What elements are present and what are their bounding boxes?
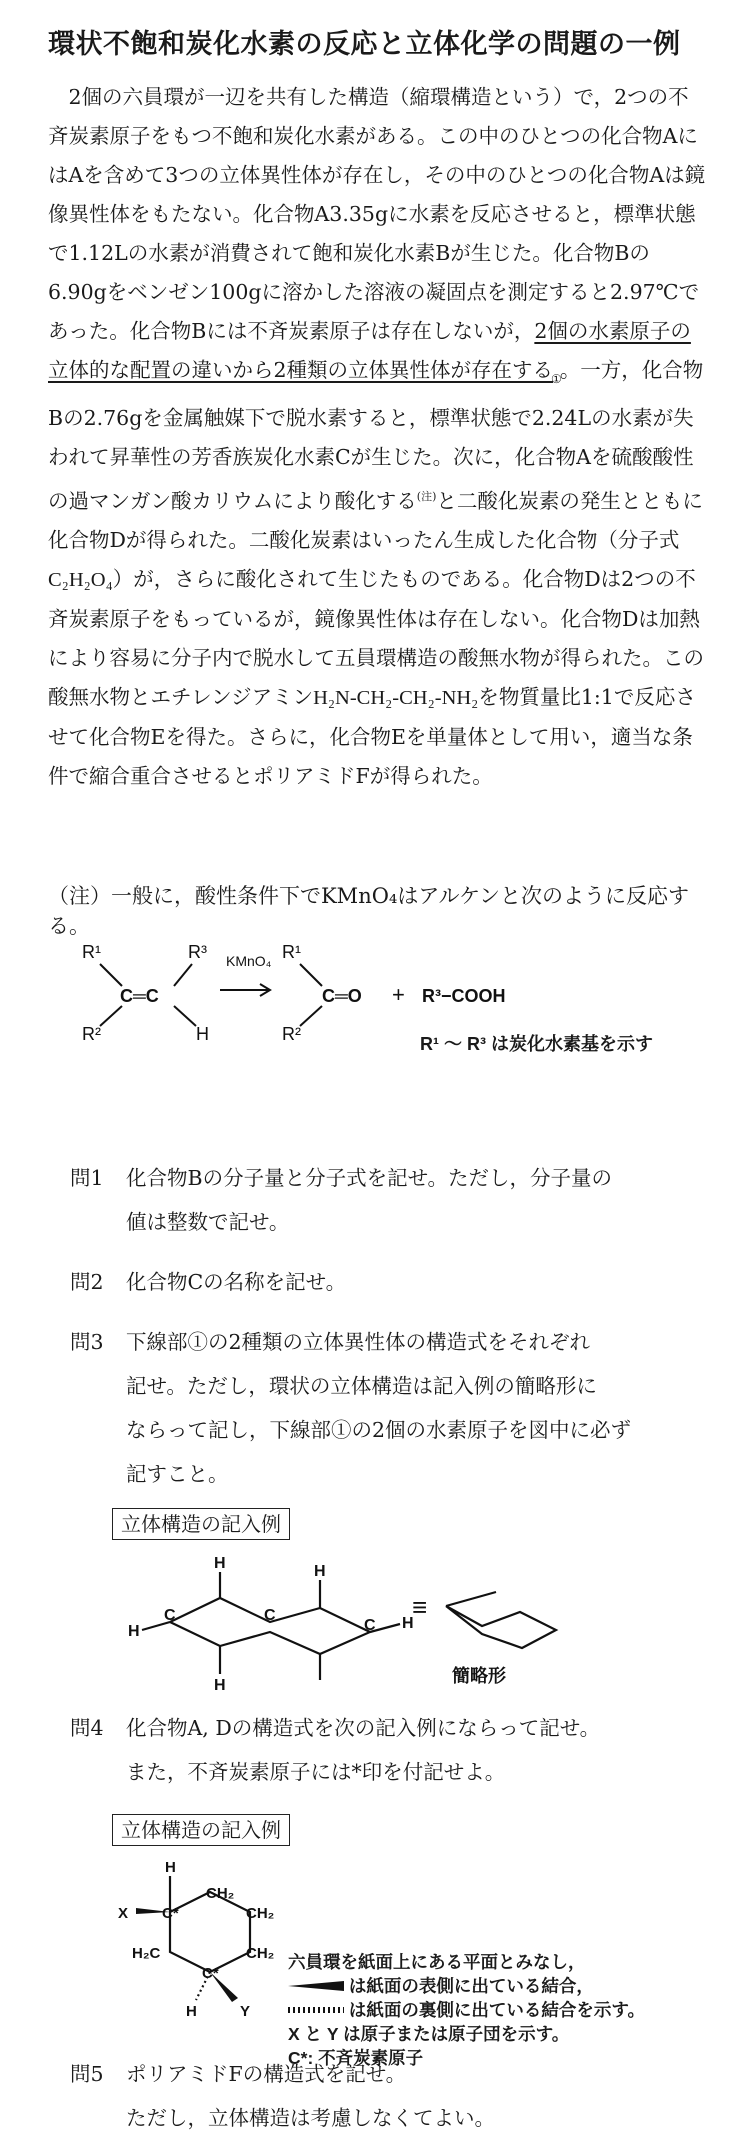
atom-c: C <box>164 1607 176 1624</box>
question-number: 問2 <box>70 1270 104 1294</box>
passage-part-1: 2個の六員環が一辺を共有した構造（縮環構造という）で，2つの不斉炭素原子をもつ不飽和炭化水素がある。この中のひとつの化合物AにはAを含めて3つの立体異性体が存在し，その中のひとつの化合物Aは鏡像異性体をもたない。化合物A3.35gに水素を反応させると，標準状態で1.12Lの水素が消費されて飽和炭化水素Bが生じた。化合物Bの6.90gをベンゼン100gに溶かした溶液の凝固点を測定すると2.97℃であった。化合物Bには不斉炭素原子は存在しないが， <box>48 85 706 343</box>
simplified-chair-bond <box>446 1592 496 1606</box>
plus-sign: + <box>392 982 405 1007</box>
question-text-continued: 値は整数で記せ。 <box>126 1210 290 1234</box>
legend-line: 六員環を紙面上にある平面とみなし， <box>288 1952 586 1972</box>
h-label: H <box>196 1024 209 1044</box>
question-number: 問4 <box>70 1716 104 1740</box>
question-text-continued: ただし，立体構造は考慮しなくてよい。 <box>126 2106 495 2130</box>
question-text-continued: 記せ。ただし，環状の立体構造は記入例の簡略形に <box>126 1374 597 1398</box>
passage-part-5: を物質量比1:1で反応させて化合物Eを得た。さらに，化合物Eを単量体として用い，適当な条件で縮合重合させるとポリアミドFが得られた。 <box>48 684 696 788</box>
page-title: 環状不飽和炭化水素の反応と立体化学の問題の一例 <box>48 29 681 60</box>
question-text: 化合物Cの名称を記せ。 <box>126 1270 347 1294</box>
r3-label: R³ <box>188 942 207 962</box>
legend-line: X と Y は原子または原子団を示す。 <box>288 2024 570 2044</box>
question-3 <box>70 1320 710 1496</box>
bond-r1-product <box>300 964 322 986</box>
formula-c2h2o4: C₂H₂O₄ <box>48 568 113 591</box>
question-5 <box>70 2052 710 2140</box>
atom-ch2: CH₂ <box>246 1905 275 1922</box>
question-4 <box>70 1706 710 1794</box>
atom-h: H <box>128 1623 140 1640</box>
atom-h: H <box>402 1615 414 1632</box>
question-text-continued: また，不斉炭素原子には*印を付記せよ。 <box>126 1760 506 1784</box>
r2-product-label: R² <box>282 1024 301 1044</box>
legend-line-hash: は紙面の裏側に出ている結合を示す。 <box>288 1998 728 2022</box>
chair-cyclohexane-example <box>110 1550 570 1690</box>
carbonyl-label: C═O <box>322 986 362 1006</box>
simplified-chair <box>446 1606 556 1648</box>
r2-label: R² <box>82 1024 101 1044</box>
bond-h <box>174 1006 196 1026</box>
bond-r2 <box>100 1006 122 1026</box>
bond-r1 <box>100 964 122 986</box>
passage-part-4: ）が，さらに酸化されて生じたものである。化合物Dは2つの不斉炭素原子をもっているが，鏡像異性体は存在しない。化合物Dは加熱により容易に分子内で脱水して五員環構造の酸無水物が得られた。この酸無水物とエチレンジアミン <box>48 566 704 709</box>
carboxylic-acid-label: R³−COOH <box>422 986 506 1006</box>
question-text: 下線部①の2種類の立体異性体の構造式をそれぞれ <box>126 1330 591 1354</box>
passage-part-2: 。一方，化合物Bの2.76gを金属触媒下で脱水素すると，標準状態で2.24Lの水素が失われて昇華性の芳香族炭化水素Cが生じた。次に，化合物Aを硫酸酸性の過マンガン酸カリウムにより酸化する <box>48 358 704 513</box>
passage-part-3: と二酸化炭素の発生とともに化合物Dが得られた。二酸化炭素はいったん生成した化合物（分子式 <box>48 488 703 552</box>
passage-paragraph <box>48 78 708 796</box>
atom-h: H <box>214 1677 226 1690</box>
question-text: 化合物A, Dの構造式を次の記入例にならって記せ。 <box>126 1716 601 1740</box>
formula-ethylenediamine: H₂N-CH₂-CH₂-NH₂ <box>313 686 479 709</box>
underline-mark-1: ① <box>551 372 562 386</box>
hashed-bond-icon <box>288 2004 344 2016</box>
asymmetric-carbon: C* <box>202 1965 219 1982</box>
example-2-label: 立体構造の記入例 <box>112 1814 290 1846</box>
atom-c: C <box>264 1607 276 1624</box>
alkene-center: C═C <box>120 986 159 1006</box>
question-1 <box>70 1156 710 1244</box>
question-text-continued: 記すこと。 <box>126 1462 229 1486</box>
r1-label: R¹ <box>82 942 101 962</box>
substituent-legend: R¹ ～ R³ は炭化水素基を示す <box>420 1034 653 1054</box>
legend-line-wedge: は紙面の表側に出ている結合， <box>288 1974 728 1998</box>
question-number: 問5 <box>70 2062 104 2086</box>
bond-r3 <box>174 964 192 986</box>
legend-line: C*: 不斉炭素原子 <box>288 2048 424 2068</box>
question-number: 問1 <box>70 1166 104 1190</box>
atom-x: X <box>118 1905 129 1922</box>
reagent-label: KMnO₄ <box>226 953 272 969</box>
question-text: 化合物Bの分子量と分子式を記せ。ただし，分子量の <box>126 1166 612 1190</box>
simplified-caption: 簡略形 <box>452 1666 506 1686</box>
question-2 <box>70 1260 710 1304</box>
atom-h: H <box>314 1563 326 1580</box>
question-number: 問3 <box>70 1330 104 1354</box>
six-membered-ring <box>170 1892 250 1972</box>
problem-passage <box>48 78 708 796</box>
atom-h: H <box>165 1859 176 1876</box>
question-text-continued: ならって記し，下線部①の2個の水素原子を図中に必ず <box>126 1418 632 1442</box>
stereo-ring-example <box>110 1856 290 2026</box>
atom-h2c: H₂C <box>132 1945 161 1962</box>
bond-r2-product <box>300 1006 322 1026</box>
equivalence-sign: ≡ <box>412 1592 428 1622</box>
atom-h: H <box>186 2003 197 2020</box>
note-text: （注）一般に，酸性条件下でKMnO₄はアルケンと次のように反応する。 <box>48 884 690 938</box>
note-reference: (注) <box>416 490 437 503</box>
example-1-label: 立体構造の記入例 <box>112 1508 290 1540</box>
asymmetric-carbon: C* <box>162 1905 179 1922</box>
wedge-icon <box>288 1980 344 1992</box>
atom-h: H <box>214 1555 226 1572</box>
underline-1: 2個の水素原子の立体的な配置の違いから2種類の立体異性体が存在する <box>48 319 691 382</box>
atom-ch2: CH₂ <box>246 1945 275 1962</box>
atom-y: Y <box>240 2003 251 2020</box>
question-text: ポリアミドFの構造式を記せ。 <box>126 2062 407 2086</box>
r1-product-label: R¹ <box>282 942 301 962</box>
atom-c: C <box>364 1617 376 1634</box>
atom-ch2: CH₂ <box>206 1885 235 1902</box>
